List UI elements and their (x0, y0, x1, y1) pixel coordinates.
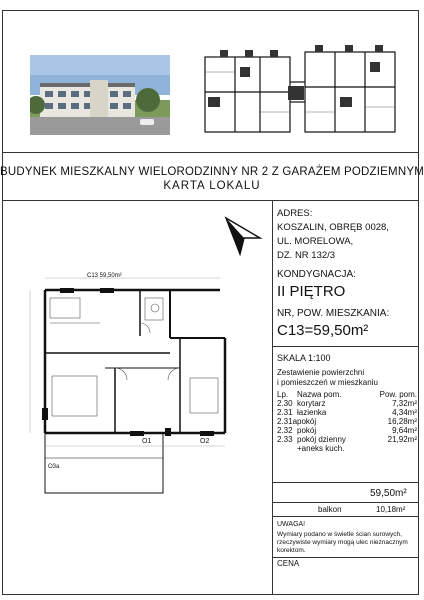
building-photo (30, 55, 170, 135)
marker-o2: O2 (200, 438, 210, 445)
balcony-area: 10,18m² (376, 505, 406, 514)
table-row: 2.31 łazienka 4,34m² (277, 408, 417, 417)
marker-o3a: O3a (48, 464, 60, 470)
table-header: Lp. Nazwa pom. Pow. pom. (277, 390, 417, 399)
address-label: ADRES: (277, 208, 313, 219)
unit-value: C13=59,50m² (277, 322, 369, 339)
table-row: 2.32 pokój 9,64m² (277, 426, 417, 435)
plan-unit-label: C13 59,50m² (87, 273, 122, 279)
sheet-title: KARTA LOKALU (163, 180, 261, 192)
notes-line3: korektom. (277, 547, 306, 554)
notes-line2: rzeczywiste wymiary mogą ulec nieznacznym (277, 539, 408, 546)
table-row: 2.33 pokój dzienny 21,92m² (277, 435, 417, 444)
notes-line1: Wymiary podano w świetle ścian surowych, (277, 531, 402, 538)
total-divider (272, 482, 419, 483)
summary-heading2: i pomieszczeń w mieszkaniu (277, 378, 378, 387)
unit-label: NR, POW. MIESZKANIA: (277, 308, 390, 319)
title-divider (2, 200, 419, 201)
floor-label: KONDYGNACJA: (277, 269, 356, 280)
building-title: BUDYNEK MIESZKALNY WIELORODZINNY NR 2 Z GARAŻEM PODZIEMNYM (0, 166, 424, 178)
area-table (277, 390, 417, 453)
notes-label: UWAGA! (277, 521, 306, 528)
scale-divider (272, 346, 419, 347)
table-row-extra: +aneks kuch. (297, 444, 345, 453)
balcony-divider (272, 502, 419, 503)
summary-heading1: Zestawienie powierzchni (277, 368, 365, 377)
table-row: 2.31a pokój 16,28m² (277, 417, 417, 426)
price-label: CENA (277, 559, 300, 568)
unit-floor-plan (20, 268, 265, 498)
north-arrow-icon (222, 214, 264, 256)
table-row: 2.30 korytarz 7,32m² (277, 399, 417, 408)
address-line2: UL. MORELOWA, (277, 236, 354, 247)
address-line3: DZ. NR 132/3 (277, 250, 336, 261)
marker-o1: O1 (142, 438, 152, 445)
header-divider (2, 152, 419, 153)
price-divider (272, 557, 419, 558)
typical-floor-plan (200, 42, 400, 140)
address-line1: KOSZALIN, OBRĘB 0028, (277, 222, 389, 233)
floor-value: II PIĘTRO (277, 283, 346, 300)
column-divider (272, 200, 273, 595)
total-area: 59,50m² (370, 488, 407, 499)
balcony-label: balkon (318, 505, 342, 514)
notes-divider (272, 516, 419, 517)
scale-label: SKALA 1:100 (277, 353, 331, 363)
